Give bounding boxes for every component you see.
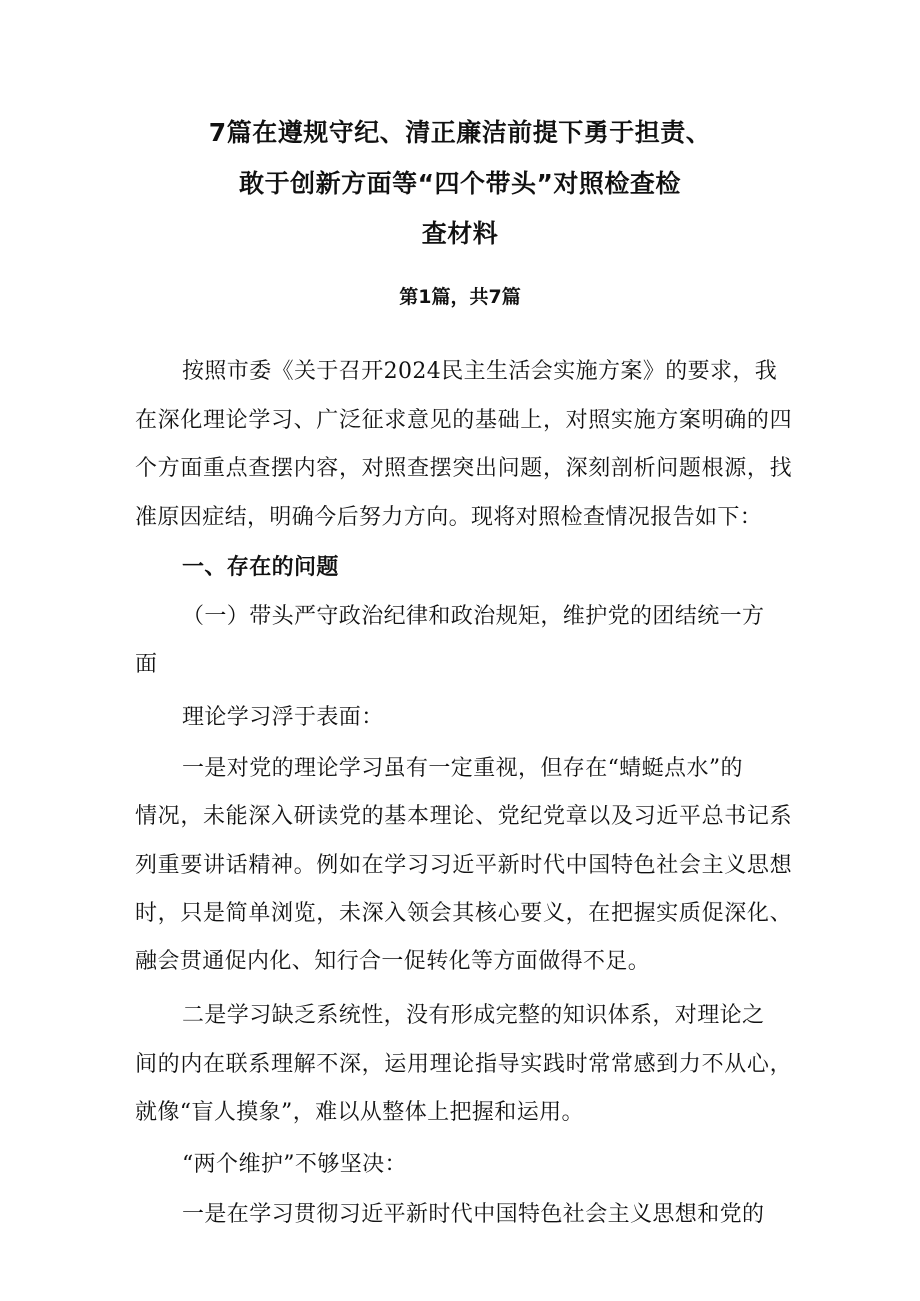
document-subtitle: 第1篇，共7篇 xyxy=(399,286,521,308)
document-title-line-1: 7篇在遵规守纪、清正廉洁前提下勇于担责、 xyxy=(208,118,712,147)
paragraph-line: 情况，未能深入研读党的基本理论、党纪党章以及习近平总书记系 xyxy=(135,804,792,829)
topic-label: “两个维护”不够坚决： xyxy=(182,1152,407,1177)
topic-label: 理论学习浮于表面： xyxy=(182,705,384,730)
paragraph-line: 融会贯通促内化、知行合一促转化等方面做得不足。 xyxy=(135,949,651,974)
section-heading: 一、存在的问题 xyxy=(182,555,339,580)
document-title-line-2: 敢于创新方面等“四个带头”对照检查检 xyxy=(239,169,681,198)
paragraph-line: 间的内在联系理解不深，运用理论指导实践时常常感到力不从心， xyxy=(135,1052,792,1077)
paragraph-line: 时，只是简单浏览，未深入领会其核心要义，在把握实质促深化、 xyxy=(135,901,792,926)
document-title-line-3: 查材料 xyxy=(421,219,499,248)
paragraph-line: 二是学习缺乏系统性，没有形成完整的知识体系，对理论之 xyxy=(182,1003,765,1028)
paragraph-line: 在深化理论学习、广泛征求意见的基础上，对照实施方案明确的四 xyxy=(135,408,792,433)
paragraph-line: 一是对党的理论学习虽有一定重视，但存在“蜻蜓点水”的 xyxy=(182,756,743,781)
paragraph-line: 按照市委《关于召开2024民主生活会实施方案》的要求，我 xyxy=(182,359,778,384)
paragraph-line: 一是在学习贯彻习近平新时代中国特色社会主义思想和党的 xyxy=(182,1202,765,1227)
subsection-heading-continuation: 面 xyxy=(135,652,158,677)
paragraph-line: 就像“盲人摸象”，难以从整体上把握和运用。 xyxy=(135,1100,584,1125)
paragraph-line: 个方面重点查摆内容，对照查摆突出问题，深刻剖析问题根源，找 xyxy=(135,456,792,481)
paragraph-line: 列重要讲话精神。例如在学习习近平新时代中国特色社会主义思想 xyxy=(135,853,792,878)
subsection-heading: （一）带头严守政治纪律和政治规矩，维护党的团结统一方 xyxy=(182,604,765,629)
paragraph-line: 准原因症结，明确今后努力方向。现将对照检查情况报告如下： xyxy=(135,505,763,530)
